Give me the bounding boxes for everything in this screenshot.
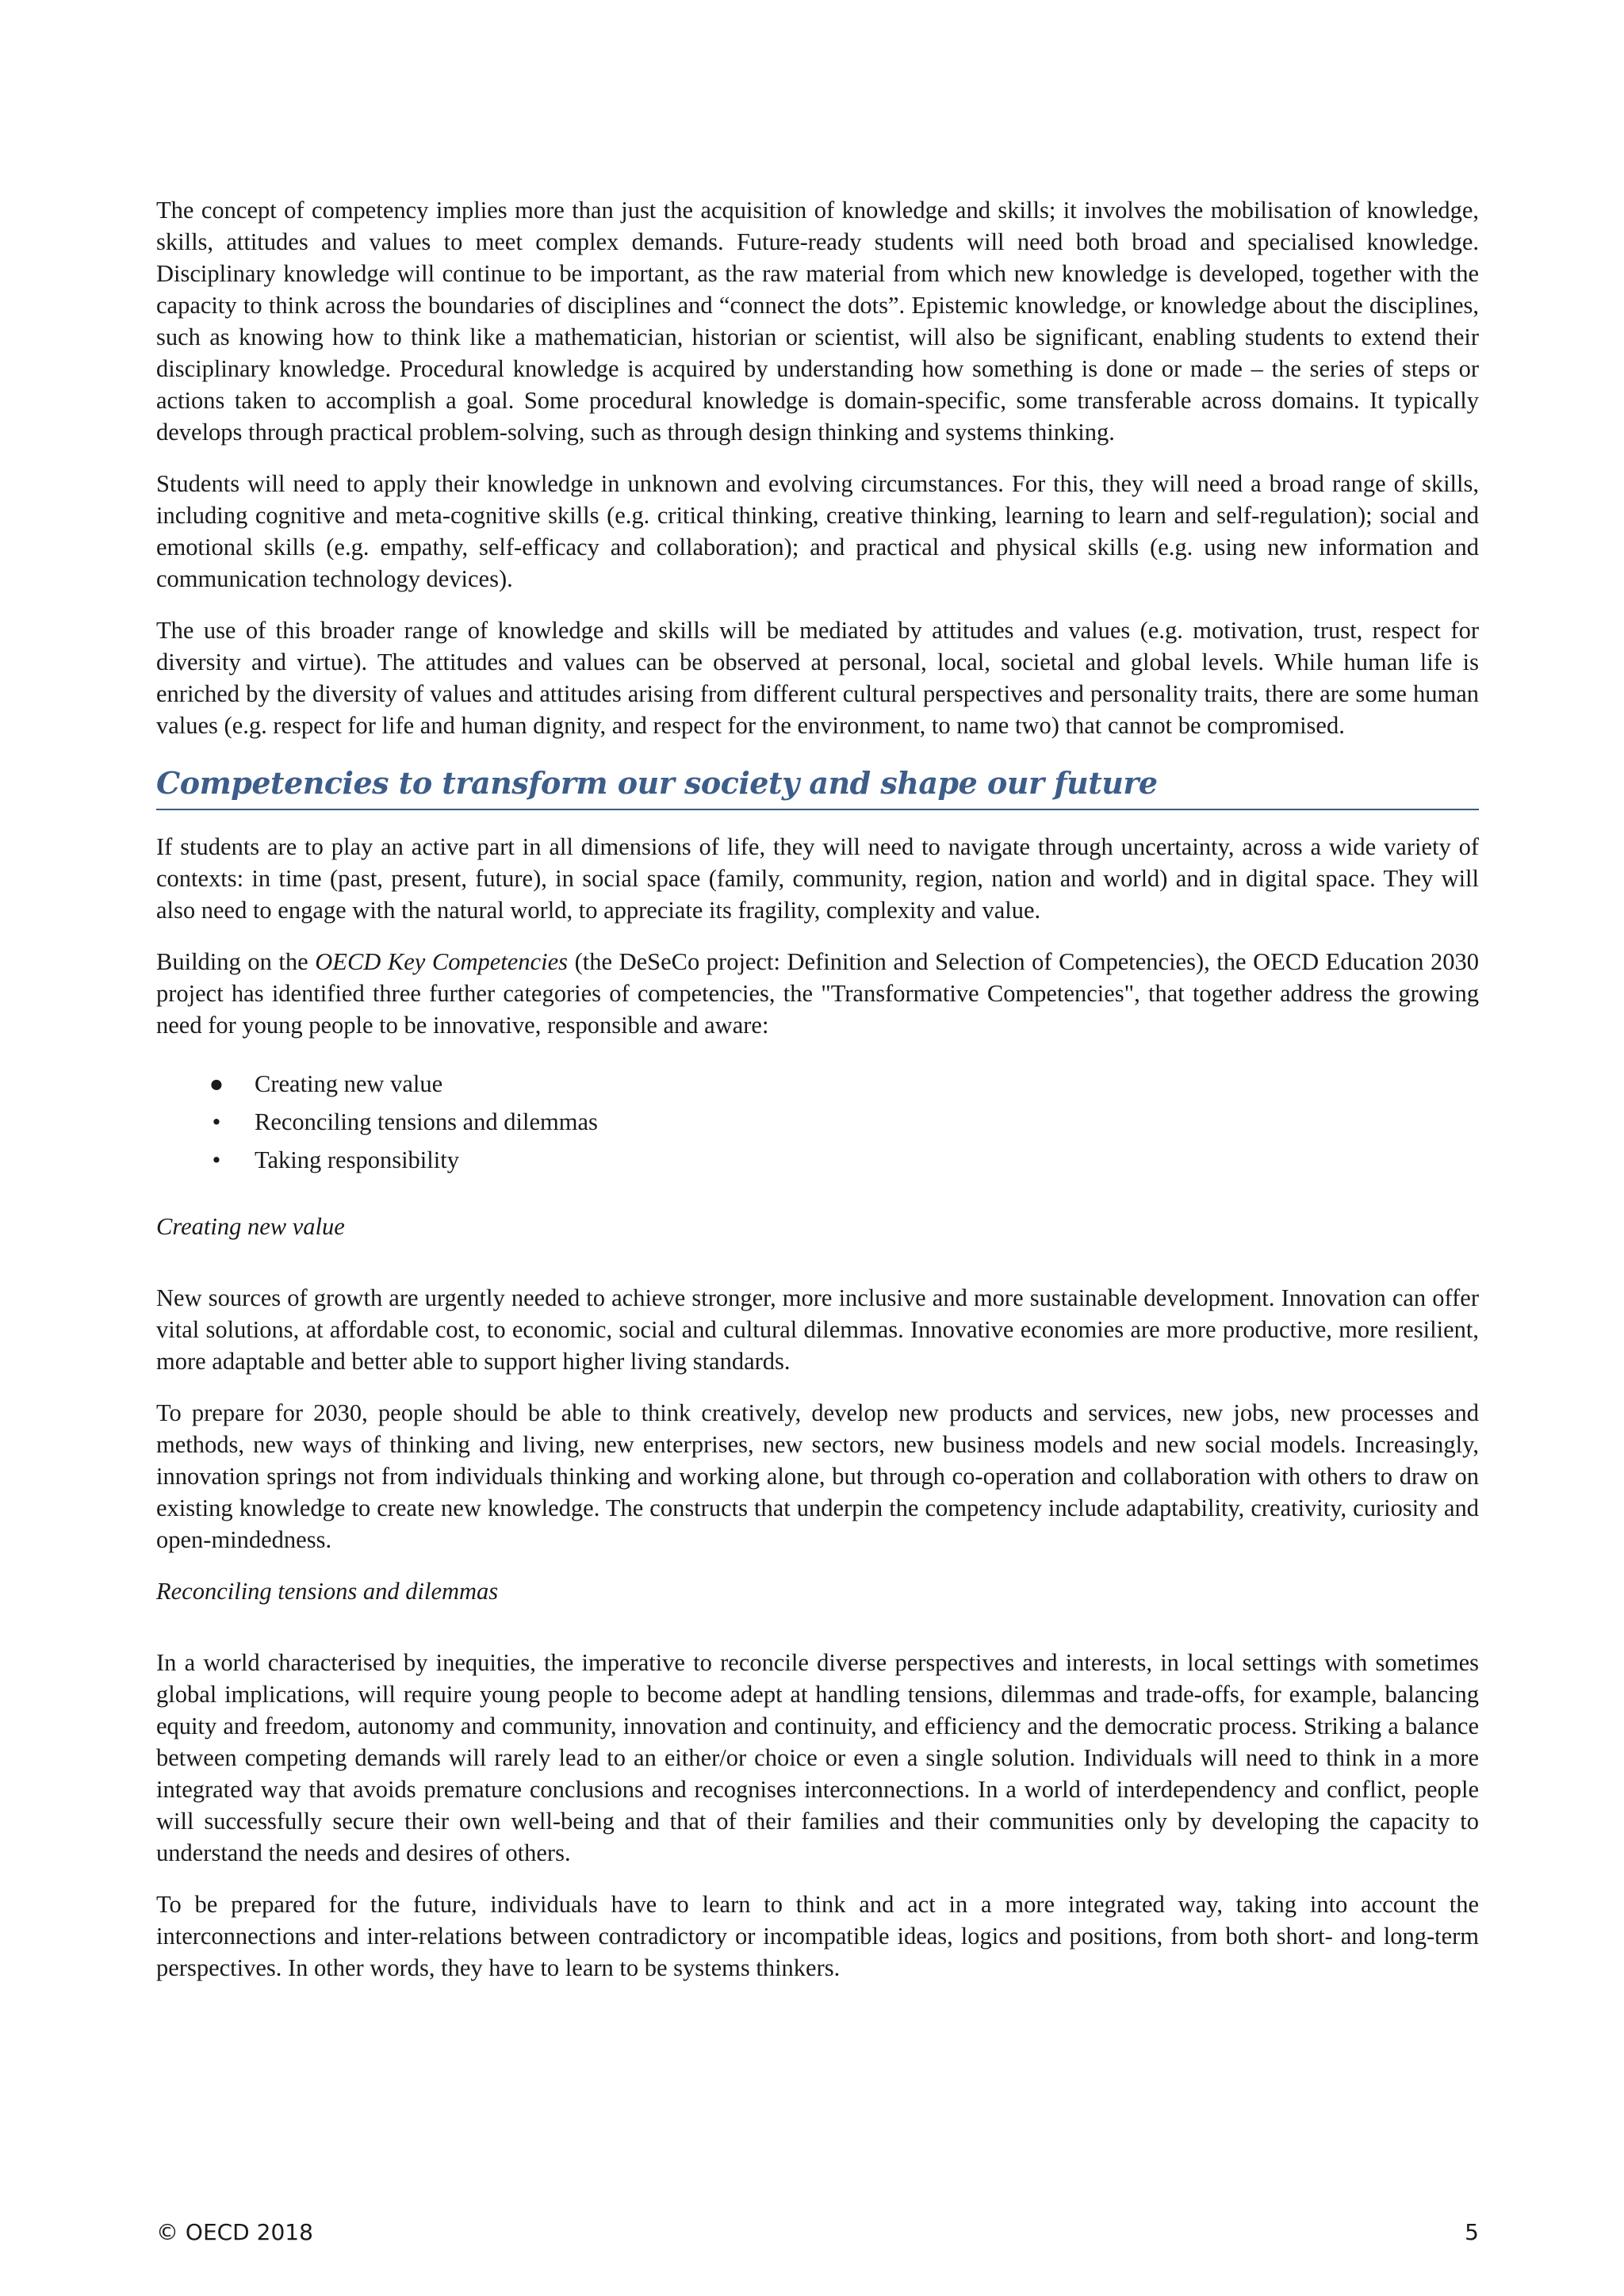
page-number: 5: [1465, 2219, 1479, 2245]
list-item: [156, 1141, 1479, 1179]
para-text-before: Building on the: [156, 948, 316, 975]
list-item: [156, 1103, 1479, 1141]
list-item: [156, 1065, 1479, 1103]
section-heading: Competencies to transform our society and shape our future: [156, 761, 1479, 810]
bullet-icon: •: [212, 1146, 221, 1173]
intro-paragraph-skills: Students will need to apply their knowledge in unknown and evolving circumstances. For this, they will need a broad range of skills, including cognitive and meta-cognitive skills (e.g. critical thinking, creative thinking, learning to learn and self-regulation); social and emotional skills (e.g. empathy, self-efficacy and collaboration); and practical and physical skills (e.g. using new information and communication technology devices).: [156, 470, 1479, 592]
list-item-text: Creating new value: [255, 1070, 443, 1097]
bullet-icon: •: [212, 1108, 221, 1135]
transformative-competencies-list: [156, 1065, 1479, 1179]
reconciling-paragraph-inequities: In a world characterised by inequities, the imperative to reconcile diverse perspectives and interests, in local settings with sometimes global implications, will require young people to become adept at handling tensions, dilemmas and trade-offs, for example, balancing equity and freedom, autonomy and community, innovation and continuity, and efficiency and the democratic process. Striking a balance between competing demands will rarely lead to an either/or choice or even a single solution. Individuals will need to think in a more integrated way that avoids premature conclusions and recognises interconnections. In a world of interdependency and conflict, people will successfully secure their own well-being and that of their families and their communities only by developing the capacity to understand the needs and desires of others.: [156, 1649, 1479, 1866]
creating-value-paragraph-2030: To prepare for 2030, people should be able to think creatively, develop new products and services, new jobs, new processes and methods, new ways of thinking and living, new enterprises, new sectors, new business models and new social models. Increasingly, innovation springs not from individuals thinking and working alone, but through co-operation and collaboration with others to draw on existing knowledge to create new knowledge. The constructs that underpin the competency include adaptability, creativity, curiosity and open-mindedness.: [156, 1399, 1479, 1553]
intro-paragraph-attitudes-values: The use of this broader range of knowledge and skills will be mediated by attitudes and values (e.g. motivation, trust, respect for diversity and virtue). The attitudes and values can be observed at personal, local, societal and global levels. While human life is enriched by the diversity of values and attitudes arising from different cultural perspectives and personality traits, there are some human values (e.g. respect for life and human dignity, and respect for the environment, to name two) that cannot be compromised.: [156, 617, 1479, 739]
list-item-text: Reconciling tensions and dilemmas: [255, 1108, 598, 1135]
reconciling-paragraph-systems-thinkers: To be prepared for the future, individuals have to learn to think and act in a more integrated way, taking into account the interconnections and inter-relations between contradictory or incompatible ideas, logics and positions, from both short- and long-term perspectives. In other words, they have to learn to be systems thinkers.: [156, 1891, 1479, 1981]
list-item-text: Taking responsibility: [255, 1146, 459, 1173]
para-text-after: (the DeSeCo project: Definition and Selection of Competencies), the OECD Education 2030 project has identified three further categories of competencies, the "Transformative Competencies", that together address the growing need for young people to be innovative, responsible and aware:: [156, 948, 1480, 1039]
oecd-key-competencies-title: OECD Key Competencies: [315, 948, 568, 975]
intro-paragraph-competency-concept: The concept of competency implies more than just the acquisition of knowledge and skills; it involves the mobilisation of knowledge, skills, attitudes and values to meet complex demands. Future-ready students will need both broad and specialised knowledge. Disciplinary knowledge will continue to be important, as the raw material from which new knowledge is developed, together with the capacity to think across the boundaries of disciplines and “connect the dots”. Epistemic knowledge, or knowledge about the disciplines, such as knowing how to think like a mathematician, historian or scientist, will also be significant, enabling students to extend their disciplinary knowledge. Procedural knowledge is acquired by understanding how something is done or made – the series of steps or actions taken to accomplish a goal. Some procedural knowledge is domain-specific, some transferable across domains. It typically develops through practical problem-solving, such as through design thinking and systems thinking.: [156, 197, 1479, 446]
page-footer: [156, 2217, 1479, 2248]
subheading-creating-new-value: Creating new value: [156, 1213, 345, 1240]
creating-value-paragraph-growth: New sources of growth are urgently needed to achieve stronger, more inclusive and more sustainable development. Innovation can offer vital solutions, at affordable cost, to economic, social and cultural dilemmas. Innovative economies are more productive, more resilient, more adaptable and better able to support higher living standards.: [156, 1284, 1479, 1375]
bullet-icon: ●: [209, 1070, 224, 1097]
section-paragraph-navigate: If students are to play an active part in all dimensions of life, they will need to navigate through uncertainty, across a wide variety of contexts: in time (past, present, future), in social space (family, community, region, nation and world) and in digital space. They will also need to engage with the natural world, to appreciate its fragility, complexity and value.: [156, 833, 1479, 924]
copyright-notice: © OECD 2018: [156, 2219, 313, 2245]
section-paragraph-building-on: [156, 946, 1479, 1041]
subheading-reconciling-tensions: Reconciling tensions and dilemmas: [156, 1578, 499, 1605]
document-page: [156, 194, 1479, 2003]
